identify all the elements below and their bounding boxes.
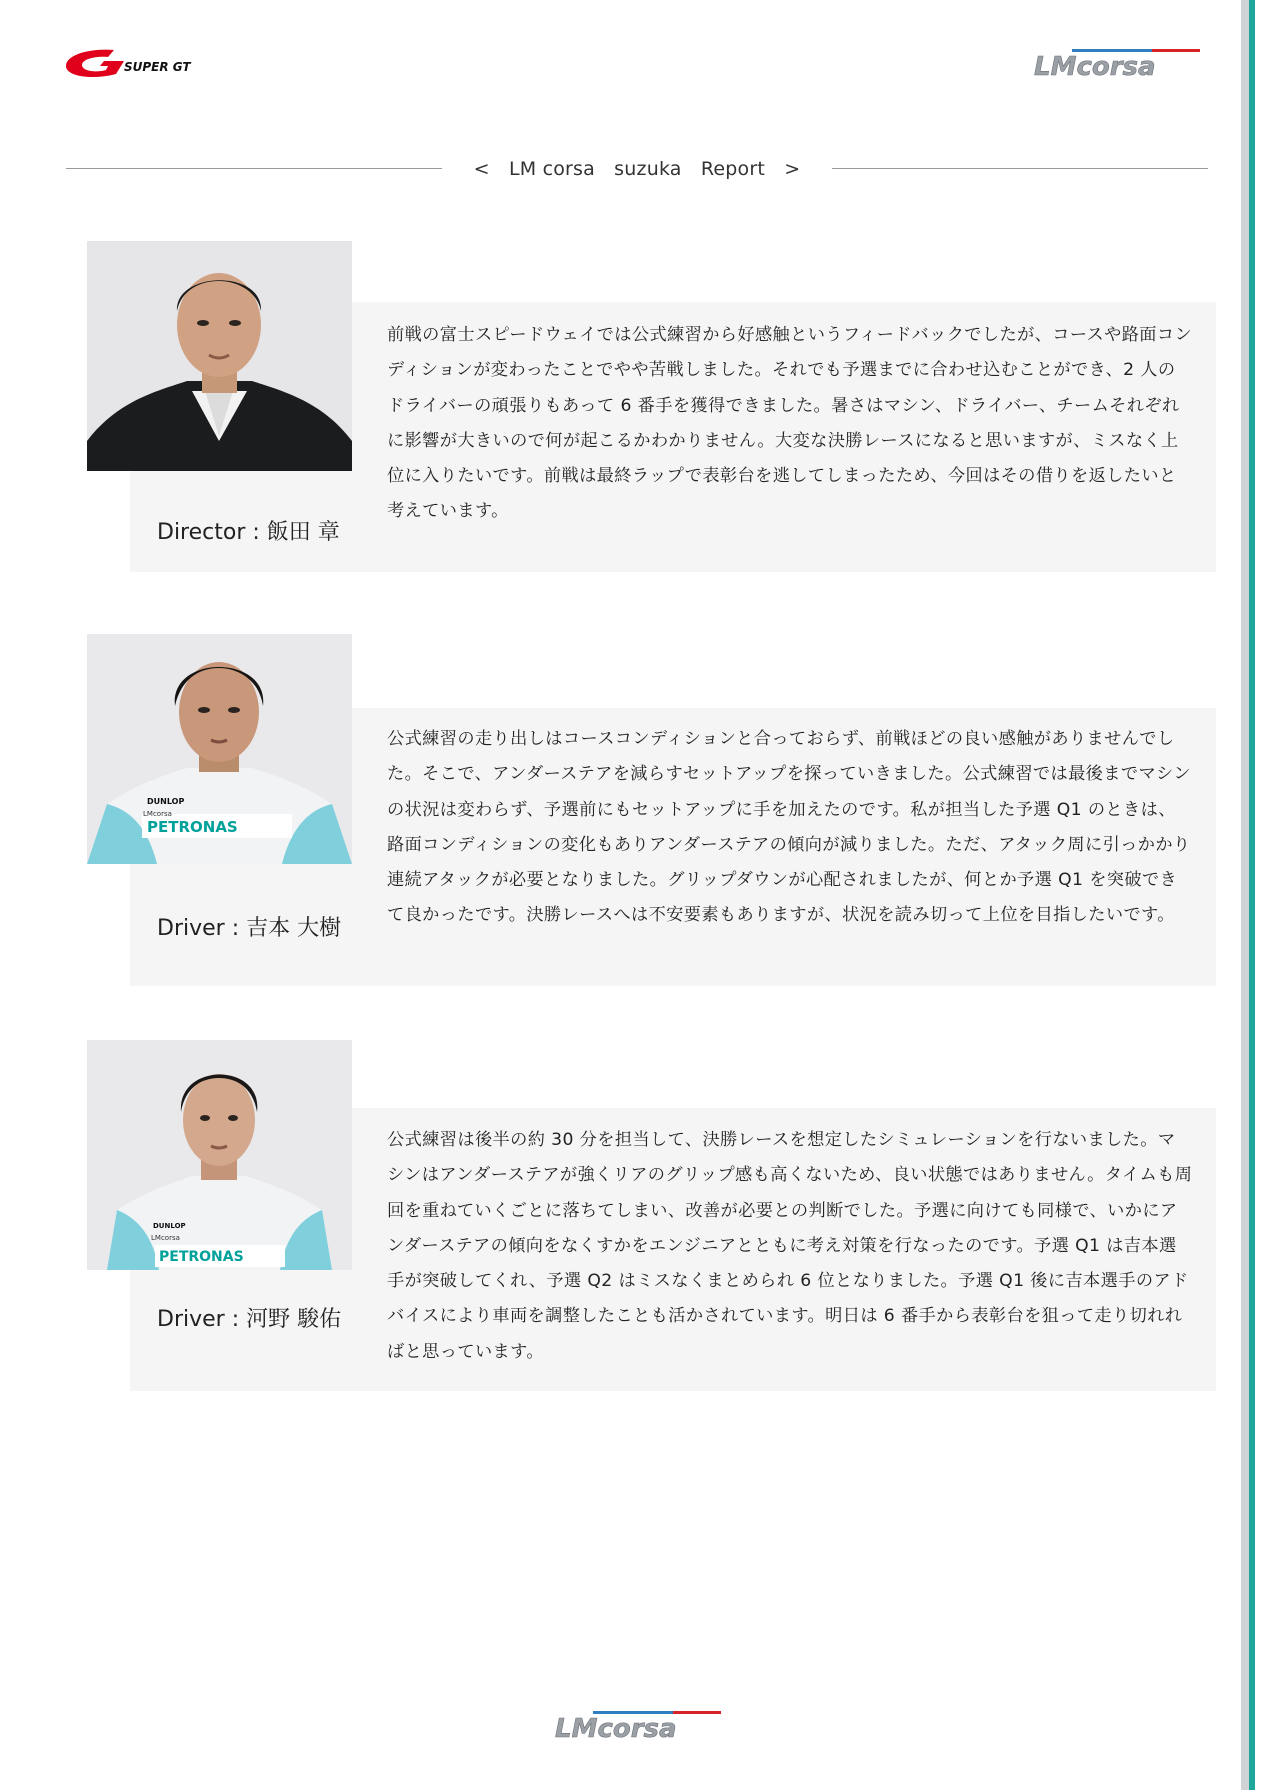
title-divider-right <box>832 168 1208 169</box>
right-edge-teal-bar <box>1249 0 1255 1790</box>
director-comment: 前戦の富士スピードウェイでは公式練習から好感触というフィードバックでしたが、コースや路面コンディションが変わったことでやや苦戦しました。それでも予選までに合わせ込むことができ、2 人のドライバーの頑張りもあって 6 番手を獲得できました。暑さはマシン、ドライバー、チームそれぞれに影響が大きいので何が起こるかわかりません。大変な決勝レースになると思いますが、ミスなく上位に入りたいです。前戦は最終ラップで表彰台を逃してしまったため、今回はその借りを返したいと考えています。 <box>387 325 1193 522</box>
director-photo <box>87 241 352 471</box>
svg-text:LMcorsa: LMcorsa <box>1034 52 1156 78</box>
title-divider-left <box>66 168 442 169</box>
lm-corsa-logo <box>1034 48 1202 78</box>
svg-text:LMcorsa: LMcorsa <box>151 1234 180 1242</box>
report-title: < LM corsa suzuka Report > <box>473 158 801 180</box>
portrait-image <box>87 241 352 471</box>
svg-text:PETRONAS: PETRONAS <box>147 818 238 836</box>
driver-kawano-photo <box>87 1040 352 1270</box>
svg-text:DUNLOP: DUNLOP <box>147 797 185 806</box>
svg-text:DUNLOP: DUNLOP <box>153 1222 186 1230</box>
driver-yoshimoto-comment: 公式練習の走り出しはコースコンディションと合っておらず、前戦ほどの良い感触がありませんでした。そこで、アンダーステアを減らすセットアップを探っていきました。公式練習では最後までマシンの状況は変わらず、予選前にもセットアップに手を加えたのです。私が担当した予選 Q1 のときは、路面コンディションの変化もありアンダーステアの傾向が減りました。ただ、アタック周に引っかかり連続アタックが必要となりました。グリップダウンが心配されましたが、何とか予選 Q1 を突破できて良かったです。決勝レースへは不安要素もありますが、状況を読み切って上位を目指したいです。 <box>387 729 1191 926</box>
right-edge-gray-bar <box>1241 0 1249 1790</box>
portrait-image <box>87 634 352 864</box>
driver-kawano-name: Driver : 河野 駿佑 <box>157 1307 342 1332</box>
svg-text:SUPER GT: SUPER GT <box>124 60 191 74</box>
driver-yoshimoto-photo <box>87 634 352 864</box>
report-title-row <box>66 152 1208 184</box>
director-name: Director : 飯田 章 <box>157 520 340 545</box>
svg-text:LMcorsa: LMcorsa <box>555 1714 677 1740</box>
driver-kawano-comment: 公式練習は後半の約 30 分を担当して、決勝レースを想定したシミュレーションを行ないました。マシンはアンダーステアが強くリアのグリップ感も高くないため、良い状態ではありません。タイムも周回を重ねていくごとに落ちてしまい、改善が必要との判断でした。予選に向けても同様で、いかにアンダーステアの傾向をなくすかをエンジニアとともに考え対策を行なったのです。予選 Q1 は吉本選手が突破してくれ、予選 Q2 はミスなくまとめられ 6 位となりました。予選 Q1 後に吉本選手のアドバイスにより車両を調整したことも活かされています。明日は 6 番手から表彰台を狙って走り切れればと思っています。 <box>387 1130 1193 1362</box>
driver-yoshimoto-name: Driver : 吉本 大樹 <box>157 916 342 941</box>
super-gt-logo <box>62 44 232 80</box>
portrait-image <box>87 1040 352 1270</box>
svg-text:PETRONAS: PETRONAS <box>159 1249 244 1265</box>
svg-text:LMcorsa: LMcorsa <box>143 810 172 818</box>
footer-lm-corsa-logo <box>555 1710 723 1740</box>
